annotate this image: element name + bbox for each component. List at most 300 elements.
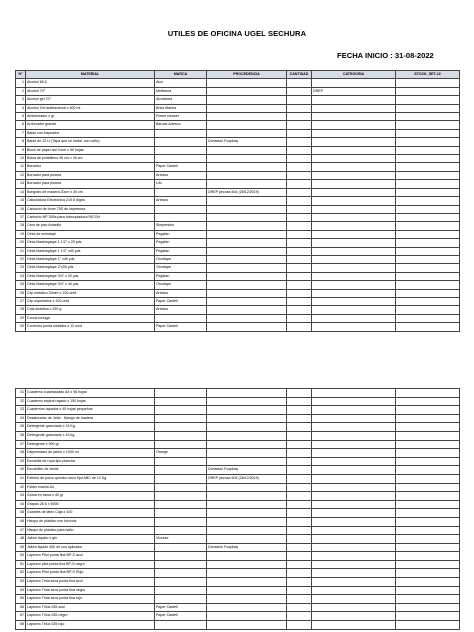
- cell-material: Clip niquelados x 100 unid: [26, 297, 155, 305]
- cell-material: Cinta Maskingtape 3/4" x 20 yds: [26, 272, 155, 280]
- cell-category: [312, 423, 396, 432]
- cell-quantity: [287, 492, 312, 501]
- table-row: [16, 509, 460, 518]
- cell-brand: Pegafan: [155, 272, 207, 280]
- cell-brand: Onurtape: [155, 255, 207, 263]
- cell-origin: [207, 323, 287, 331]
- cell-origin: [207, 96, 287, 104]
- cell-material: Clip metálico 33mm x 100 unid: [26, 289, 155, 297]
- cell-category: [312, 406, 396, 415]
- cell-origin: [207, 180, 287, 188]
- cell-stock: [396, 146, 460, 154]
- cell-number: 30: [16, 323, 26, 331]
- cell-category: [312, 466, 396, 475]
- table-row: [16, 96, 460, 104]
- cell-brand: [155, 205, 207, 213]
- cell-material: Hisopo de plástico con tórunda: [26, 517, 155, 526]
- cell-material: Ambientador x gl: [26, 113, 155, 121]
- cell-stock: [396, 578, 460, 587]
- cell-material: Lapicero Trilux 035 negro: [26, 612, 155, 621]
- cell-brand: [155, 466, 207, 475]
- table-row: [16, 79, 460, 87]
- table-row: [16, 543, 460, 552]
- cell-material: Corrector punta metálica x 12 unid: [26, 323, 155, 331]
- cell-brand: [155, 474, 207, 483]
- cell-category: [312, 535, 396, 544]
- cell-material: Jabón liquido 400 ml con aplicador: [26, 543, 155, 552]
- cell-category: [312, 230, 396, 238]
- cell-stock: [396, 222, 460, 230]
- cell-quantity: [287, 397, 312, 406]
- cell-stock: [396, 526, 460, 535]
- cell-number: 55: [16, 595, 26, 604]
- cell-origin: [207, 483, 287, 492]
- cell-category: [312, 457, 396, 466]
- cell-quantity: [287, 560, 312, 569]
- cell-brand: Power cleaner: [155, 113, 207, 121]
- cell-material: Cinta Maskingtape 1" x40 yds: [26, 255, 155, 263]
- table-row: [16, 239, 460, 247]
- table-row: [16, 247, 460, 255]
- cell-brand: [155, 483, 207, 492]
- cell-number: 14: [16, 188, 26, 196]
- cell-stock: [396, 255, 460, 263]
- cell-material: Grapas 26 6 x 5000: [26, 500, 155, 509]
- table-row: [16, 621, 460, 630]
- cell-quantity: [287, 466, 312, 475]
- cell-brand: [155, 423, 207, 432]
- cell-category: [312, 121, 396, 129]
- cell-number: 19: [16, 230, 26, 238]
- cell-number: 3: [16, 96, 26, 104]
- cell-material: Cinta Maskingtape 1 1/2" x40 yds: [26, 247, 155, 255]
- cell-quantity: [287, 552, 312, 561]
- cell-stock: [396, 281, 460, 289]
- cell-number: 28: [16, 306, 26, 314]
- cell-category: [312, 517, 396, 526]
- cell-quantity: [287, 272, 312, 280]
- cell-origin: [207, 560, 287, 569]
- cell-material: Block de papel ant Color x 50 hojas: [26, 146, 155, 154]
- cell-stock: [396, 79, 460, 87]
- cell-stock: [396, 96, 460, 104]
- cell-number: 56: [16, 603, 26, 612]
- cell-material: Escobilla de ropa tipo plancha: [26, 457, 155, 466]
- cell-stock: [396, 230, 460, 238]
- cell-quantity: [287, 222, 312, 230]
- cell-number: 26: [16, 289, 26, 297]
- cell-material: Lapicero Pilot punta fina BP-S Rojo: [26, 569, 155, 578]
- cell-material: Cuadernos rayados x 40 hojas pequeños: [26, 406, 155, 415]
- cell-number: 40: [16, 466, 26, 475]
- cell-material: Cinta Maskingtape 3/4" x 40 yds: [26, 281, 155, 289]
- cell-origin: [207, 306, 287, 314]
- cell-number: 52: [16, 569, 26, 578]
- cell-stock: [396, 247, 460, 255]
- cell-stock: [396, 314, 460, 322]
- cell-stock: [396, 509, 460, 518]
- cell-quantity: [287, 517, 312, 526]
- cell-stock: [396, 440, 460, 449]
- cell-origin: [207, 197, 287, 205]
- cell-material: Detergente x 900 gr: [26, 440, 155, 449]
- cell-material: Alcohol 69.5: [26, 79, 155, 87]
- cell-material: Borrador: [26, 163, 155, 171]
- header-origin: PROCEDENCIA: [207, 71, 287, 79]
- cell-quantity: [287, 535, 312, 544]
- cell-number: 53: [16, 578, 26, 587]
- cell-quantity: [287, 483, 312, 492]
- table-row: [16, 414, 460, 423]
- cell-category: [312, 612, 396, 621]
- cell-stock: [396, 466, 460, 475]
- cell-material: Alcohol 70°: [26, 87, 155, 95]
- cell-stock: [396, 155, 460, 163]
- materials-table-2: [15, 388, 460, 630]
- cell-brand: [155, 552, 207, 561]
- cell-category: [312, 314, 396, 322]
- cell-material: Cuaderno cuadriculado A4 x 96 hojas: [26, 389, 155, 398]
- cell-category: [312, 509, 396, 518]
- cell-quantity: [287, 500, 312, 509]
- cell-material: Bolígrafo de madera 20cm x 30 cm: [26, 188, 155, 196]
- cell-brand: [155, 188, 207, 196]
- cell-category: [312, 188, 396, 196]
- cell-material: Alcohol gel 70°: [26, 96, 155, 104]
- cell-category: [312, 621, 396, 630]
- cell-stock: [396, 483, 460, 492]
- table-row: [16, 146, 460, 154]
- cell-category: [312, 500, 396, 509]
- cell-category: DREP: [312, 87, 396, 95]
- cell-origin: DREP pecosa 504 (26/12/2019): [207, 188, 287, 196]
- table-row: [16, 612, 460, 621]
- cell-brand: Brisa Marina: [155, 104, 207, 112]
- cell-origin: [207, 595, 287, 604]
- table-body-2: [16, 389, 460, 630]
- cell-origin: [207, 163, 287, 171]
- cell-category: [312, 526, 396, 535]
- cell-brand: Paper Castell: [155, 163, 207, 171]
- cell-number: 5: [16, 113, 26, 121]
- cell-material: Cartucho de tóner 75S de impresora: [26, 205, 155, 213]
- cell-origin: [207, 389, 287, 398]
- cell-origin: [207, 569, 287, 578]
- table-row: [16, 87, 460, 95]
- cell-number: 45: [16, 509, 26, 518]
- cell-origin: [207, 535, 287, 544]
- cell-quantity: [287, 247, 312, 255]
- cell-brand: [155, 543, 207, 552]
- cell-number: 17: [16, 213, 26, 221]
- cell-origin: [207, 406, 287, 415]
- cell-number: 24: [16, 272, 26, 280]
- cell-stock: [396, 612, 460, 621]
- cell-quantity: [287, 129, 312, 137]
- cell-stock: [396, 457, 460, 466]
- cell-quantity: [287, 603, 312, 612]
- cell-quantity: [287, 586, 312, 595]
- cell-number: 31: [16, 389, 26, 398]
- cell-brand: [155, 406, 207, 415]
- cell-category: [312, 595, 396, 604]
- cell-origin: [207, 281, 287, 289]
- cell-stock: [396, 586, 460, 595]
- cell-number: 23: [16, 264, 26, 272]
- table-row: [16, 213, 460, 221]
- cell-category: [312, 569, 396, 578]
- cell-category: [312, 197, 396, 205]
- cell-material: Archivador grande: [26, 121, 155, 129]
- cell-number: 36: [16, 431, 26, 440]
- cell-brand: Artesco: [155, 197, 207, 205]
- cell-stock: [396, 500, 460, 509]
- cell-origin: [207, 272, 287, 280]
- cell-origin: [207, 79, 287, 87]
- table-row: [16, 389, 460, 398]
- cell-number: 49: [16, 543, 26, 552]
- cell-number: 58: [16, 621, 26, 630]
- cell-category: [312, 578, 396, 587]
- cell-origin: [207, 155, 287, 163]
- table-row: [16, 552, 460, 561]
- cell-stock: [396, 272, 460, 280]
- cell-number: 27: [16, 297, 26, 305]
- cell-brand: Paper Castell: [155, 323, 207, 331]
- cell-material: Lapicero Tinta seca punta fina negro: [26, 586, 155, 595]
- cell-origin: [207, 431, 287, 440]
- table-row: [16, 121, 460, 129]
- cell-brand: [155, 138, 207, 146]
- cell-stock: [396, 197, 460, 205]
- table-row: [16, 603, 460, 612]
- cell-category: [312, 113, 396, 121]
- cell-material: Conos tortuga: [26, 314, 155, 322]
- cell-number: 32: [16, 397, 26, 406]
- cell-material: Cinta Maskingtape 2"x55 yds: [26, 264, 155, 272]
- cell-number: 44: [16, 500, 26, 509]
- cell-brand: [155, 526, 207, 535]
- cell-origin: [207, 457, 287, 466]
- cell-number: 21: [16, 247, 26, 255]
- cell-material: Jabón líquido x gln: [26, 535, 155, 544]
- cell-number: 10: [16, 155, 26, 163]
- cell-stock: [396, 264, 460, 272]
- cell-brand: [155, 578, 207, 587]
- cell-material: Cinta Maskingtape 1 1/2" x 20 yds: [26, 239, 155, 247]
- cell-number: 13: [16, 180, 26, 188]
- cell-brand: [155, 129, 207, 137]
- cell-brand: Paper Castell: [155, 603, 207, 612]
- cell-quantity: [287, 323, 312, 331]
- cell-quantity: [287, 79, 312, 87]
- cell-material: Hisopo de plástico para baño: [26, 526, 155, 535]
- cell-stock: [396, 121, 460, 129]
- cell-material: Cuaderno espiral rayado x 150 hojas: [26, 397, 155, 406]
- cell-brand: [155, 586, 207, 595]
- cell-origin: [207, 146, 287, 154]
- cell-category: [312, 492, 396, 501]
- cell-stock: [396, 569, 460, 578]
- cell-category: [312, 289, 396, 297]
- cell-quantity: [287, 297, 312, 305]
- table-row: [16, 205, 460, 213]
- cell-material: Lapicero pilot punta fina BP-S negro: [26, 560, 155, 569]
- cell-origin: [207, 492, 287, 501]
- cell-material: Lapicero Tinta seca punta fina rojo: [26, 595, 155, 604]
- cell-number: 41: [16, 474, 26, 483]
- cell-origin: [207, 289, 287, 297]
- cell-origin: [207, 414, 287, 423]
- cell-brand: [155, 440, 207, 449]
- cell-category: [312, 129, 396, 137]
- cell-material: Cola sintética x 250 g: [26, 306, 155, 314]
- table-row: [16, 264, 460, 272]
- cell-origin: [207, 314, 287, 322]
- cell-material: Balde con trapeador: [26, 129, 155, 137]
- cell-brand: [155, 389, 207, 398]
- table-row: [16, 281, 460, 289]
- cell-material: Lapicero Pilot punta fina BP-S azul: [26, 552, 155, 561]
- cell-quantity: [287, 230, 312, 238]
- cell-origin: [207, 603, 287, 612]
- cell-number: 42: [16, 483, 26, 492]
- cell-brand: [155, 569, 207, 578]
- cell-brand: Artesco: [155, 171, 207, 179]
- cell-material: Calculadora Electrónica 215 8 dígito: [26, 197, 155, 205]
- cell-number: 57: [16, 612, 26, 621]
- cell-quantity: [287, 104, 312, 112]
- cell-number: 16: [16, 205, 26, 213]
- cell-brand: Pegafan: [155, 247, 207, 255]
- cell-origin: DREP pecosa 504 (26/12/2019): [207, 474, 287, 483]
- cell-brand: Vicesse: [155, 535, 207, 544]
- cell-quantity: [287, 431, 312, 440]
- cell-category: [312, 483, 396, 492]
- cell-brand: [155, 213, 207, 221]
- table-row: [16, 449, 460, 458]
- cell-number: 37: [16, 440, 26, 449]
- cell-quantity: [287, 389, 312, 398]
- cell-quantity: [287, 543, 312, 552]
- cell-brand: Onurtape: [155, 264, 207, 272]
- cell-quantity: [287, 406, 312, 415]
- cell-quantity: [287, 569, 312, 578]
- header-number: N°: [16, 71, 26, 79]
- table-row: [16, 526, 460, 535]
- table-row: [16, 595, 460, 604]
- cell-brand: Paper Castell: [155, 612, 207, 621]
- cell-stock: [396, 603, 460, 612]
- cell-origin: [207, 552, 287, 561]
- table-row: [16, 255, 460, 263]
- cell-category: [312, 163, 396, 171]
- header-material: MATERIAL: [26, 71, 155, 79]
- table-row: [16, 222, 460, 230]
- cell-quantity: [287, 138, 312, 146]
- cell-category: [312, 414, 396, 423]
- cell-material: Escobillón de cerda: [26, 466, 155, 475]
- table-header-row: [16, 71, 460, 79]
- cell-material: Cinta de embalaje: [26, 230, 155, 238]
- table-row: [16, 155, 460, 163]
- cell-stock: [396, 474, 460, 483]
- cell-category: [312, 239, 396, 247]
- cell-brand: Onurtape: [155, 281, 207, 289]
- cell-quantity: [287, 180, 312, 188]
- cell-quantity: [287, 423, 312, 432]
- cell-brand: Lilo: [155, 180, 207, 188]
- cell-quantity: [287, 255, 312, 263]
- cell-quantity: [287, 121, 312, 129]
- cell-stock: [396, 449, 460, 458]
- cell-stock: [396, 104, 460, 112]
- cell-brand: [155, 500, 207, 509]
- cell-category: [312, 474, 396, 483]
- cell-quantity: [287, 474, 312, 483]
- cell-category: [312, 552, 396, 561]
- cell-category: [312, 440, 396, 449]
- cell-stock: [396, 163, 460, 171]
- cell-quantity: [287, 306, 312, 314]
- cell-category: [312, 96, 396, 104]
- cell-category: [312, 146, 396, 154]
- cell-number: 34: [16, 414, 26, 423]
- table-row: [16, 113, 460, 121]
- materials-table-1: [15, 70, 460, 332]
- cell-number: 51: [16, 560, 26, 569]
- cell-material: Borrador para pizarra: [26, 171, 155, 179]
- cell-stock: [396, 552, 460, 561]
- cell-origin: [207, 213, 287, 221]
- table-row: [16, 230, 460, 238]
- table-row: [16, 569, 460, 578]
- cell-quantity: [287, 205, 312, 213]
- table-row: [16, 483, 460, 492]
- table-row: [16, 163, 460, 171]
- table-row: [16, 289, 460, 297]
- cell-stock: [396, 297, 460, 305]
- cell-number: 35: [16, 423, 26, 432]
- cell-number: 33: [16, 406, 26, 415]
- cell-quantity: [287, 96, 312, 104]
- cell-category: [312, 213, 396, 221]
- table-row: [16, 323, 460, 331]
- cell-category: [312, 272, 396, 280]
- cell-category: [312, 247, 396, 255]
- cell-origin: [207, 621, 287, 630]
- cell-material: Detergente granulado x 15 kg: [26, 431, 155, 440]
- cell-brand: Artesco: [155, 289, 207, 297]
- cell-material: Extintor de polvo químico seco tipo ABC de 12 Kg: [26, 474, 155, 483]
- cell-origin: [207, 526, 287, 535]
- cell-material: Lapicero Trilux 035 rojo: [26, 621, 155, 630]
- cell-category: [312, 171, 396, 179]
- cell-number: 39: [16, 457, 26, 466]
- table-row: [16, 171, 460, 179]
- cell-number: 11: [16, 163, 26, 171]
- cell-stock: [396, 205, 460, 213]
- cell-material: Bolsa de polietileno 26 cm x 40 cm: [26, 155, 155, 163]
- cell-brand: [155, 397, 207, 406]
- cell-stock: [396, 431, 460, 440]
- table-row: [16, 466, 460, 475]
- cell-quantity: [287, 314, 312, 322]
- cell-category: [312, 104, 396, 112]
- cell-brand: Simpérstrio: [155, 222, 207, 230]
- table-row: [16, 457, 460, 466]
- cell-origin: [207, 397, 287, 406]
